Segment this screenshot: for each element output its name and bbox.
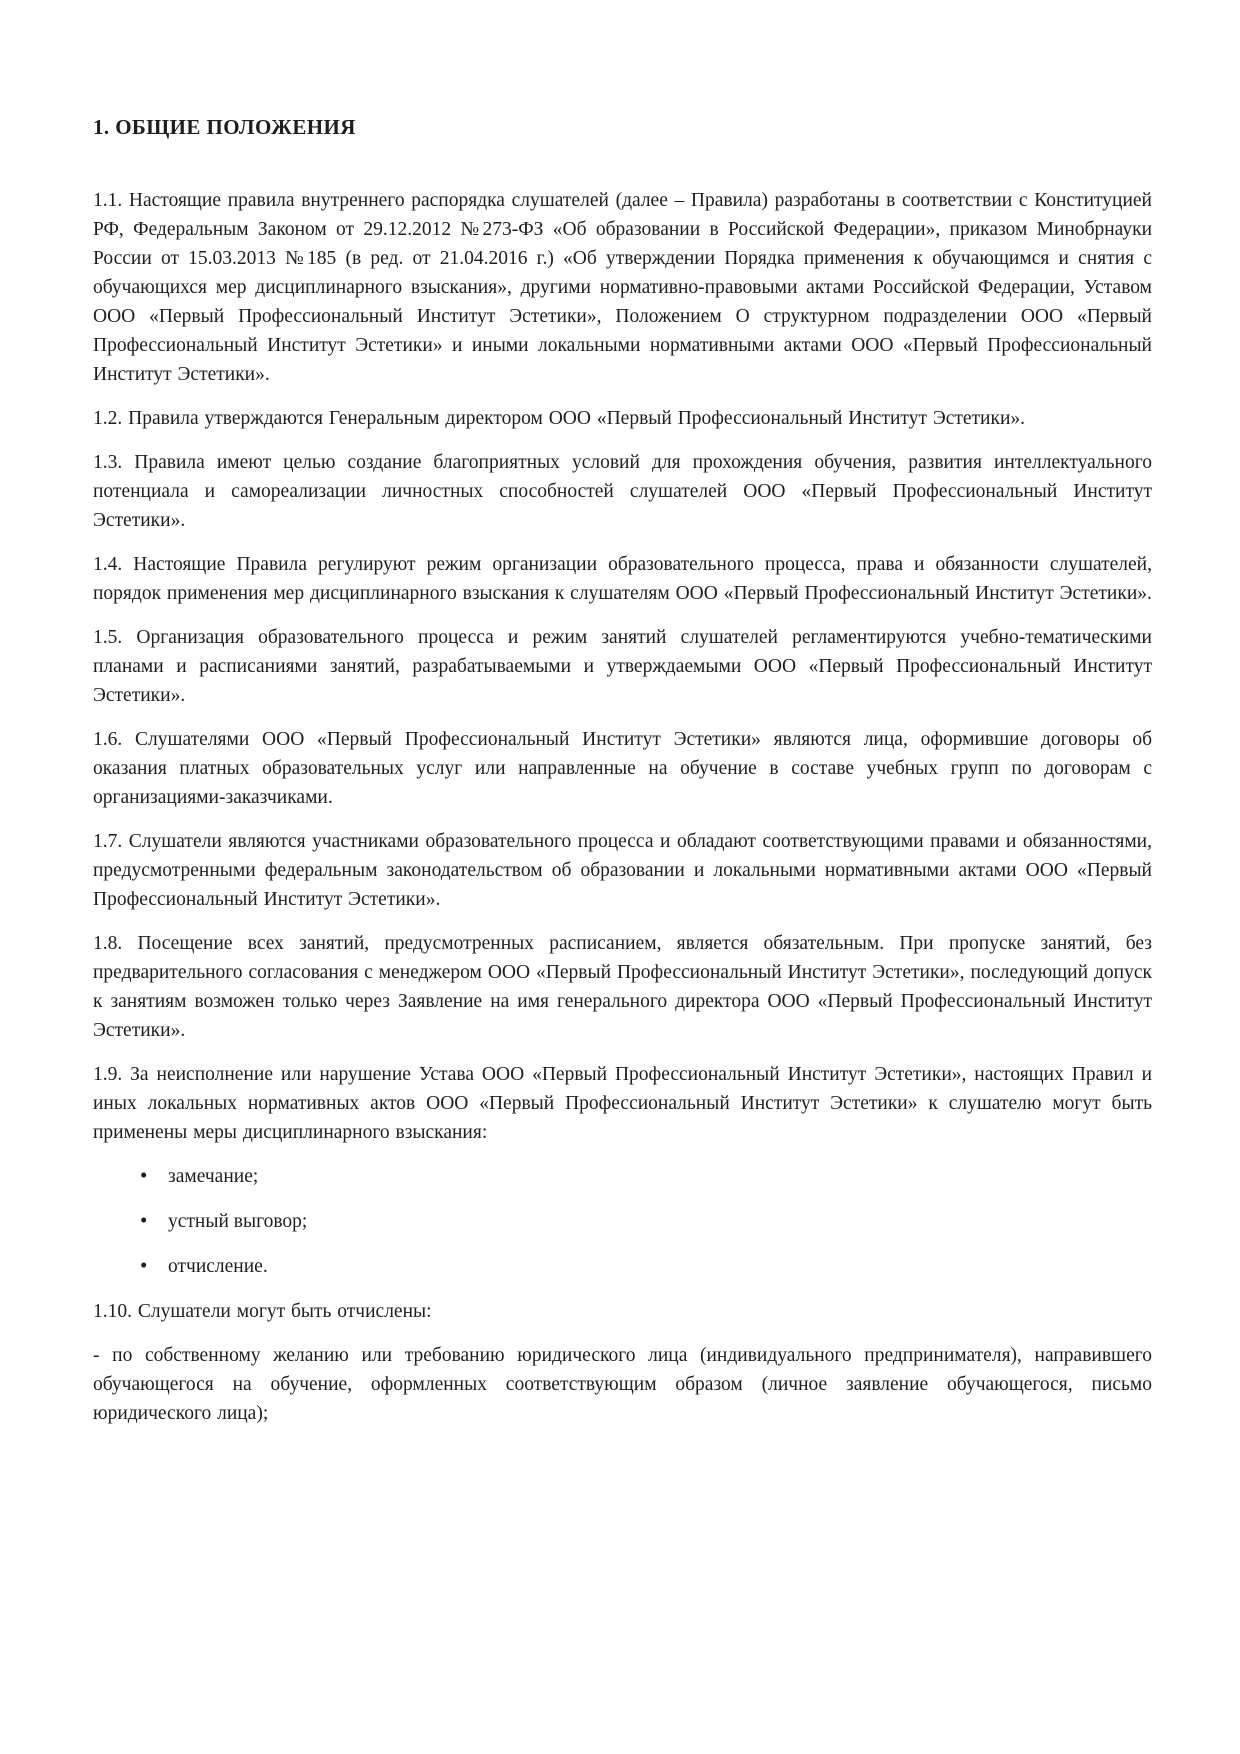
paragraph-1-3: 1.3. Правила имеют целью создание благоприятных условий для прохождения обучения, развития интеллектуального потенциала и самореализации личностных способностей слушателей ООО «Первый Профессиональный Институт Эстетики». — [93, 452, 1152, 531]
paragraph-1-10: 1.10. Слушатели могут быть отчислены: — [93, 1301, 432, 1322]
section-title: 1. ОБЩИЕ ПОЛОЖЕНИЯ — [93, 115, 356, 139]
bullet-icon: • — [140, 1163, 148, 1187]
paragraph-1-10-reason: - по собственному желанию или требованию юридического лица (индивидуального предпринимателя), направившего обучающегося на обучение, оформленных соответствующим образом (личное заявление обучающегося, письмо юридического лица); — [93, 1345, 1152, 1424]
list-item-text: отчисление. — [168, 1256, 268, 1277]
bullet-icon: • — [140, 1208, 148, 1232]
list-item — [140, 1162, 1152, 1191]
paragraph-1-6: 1.6. Слушателями ООО «Первый Профессиональный Институт Эстетики» являются лица, оформившие договоры об оказания платных образовательных услуг или направленные на обучение в составе учебных групп по договорам с организациями-заказчиками. — [93, 729, 1152, 808]
paragraph-1-7: 1.7. Слушатели являются участниками образовательного процесса и обладают соответствующими правами и обязанностями, предусмотренными федеральным законодательством об образовании и локальными нормативными актами ООО «Первый Профессиональный Институт Эстетики». — [93, 831, 1152, 910]
list-item — [140, 1252, 1152, 1281]
list-item — [140, 1207, 1152, 1236]
list-item-text: устный выговор; — [168, 1211, 308, 1232]
bullet-icon: • — [140, 1253, 148, 1277]
paragraph-1-1: 1.1. Настоящие правила внутреннего распорядка слушателей (далее – Правила) разработаны в соответствии с Конституцией РФ, Федеральным Законом от 29.12.2012 №273-ФЗ «Об образовании в Российской Федерации», приказом Минобрнауки России от 15.03.2013 №185 (в ред. от 21.04.2016 г.) «Об утверждении Порядка применения к обучающимся и снятия с обучающихся мер дисциплинарного взыскания», другими нормативно-правовыми актами Российской Федерации, Уставом ООО «Первый Профессиональный Институт Эстетики», Положением О структурном подразделении ООО «Первый Профессиональный Институт Эстетики» и иными локальными нормативными актами ООО «Первый Профессиональный Институт Эстетики». — [93, 190, 1152, 385]
disciplinary-measures-list — [93, 1162, 1152, 1281]
paragraph-1-8: 1.8. Посещение всех занятий, предусмотренных расписанием, является обязательным. При пропуске занятий, без предварительного согласования с менеджером ООО «Первый Профессиональный Институт Эстетики», последующий допуск к занятиям возможен только через Заявление на имя генерального директора ООО «Первый Профессиональный Институт Эстетики». — [93, 933, 1152, 1041]
paragraph-1-4: 1.4. Настоящие Правила регулируют режим организации образовательного процесса, права и обязанности слушателей, порядок применения мер дисциплинарного взыскания к слушателям ООО «Первый Профессиональный Институт Эстетики». — [93, 554, 1152, 604]
paragraph-1-2: 1.2. Правила утверждаются Генеральным директором ООО «Первый Профессиональный Институт Эстетики». — [93, 408, 1026, 429]
list-item-text: замечание; — [168, 1166, 259, 1187]
paragraph-1-9: 1.9. За неисполнение или нарушение Устава ООО «Первый Профессиональный Институт Эстетики», настоящих Правил и иных локальных нормативных актов ООО «Первый Профессиональный Институт Эстетики» к слушателю могут быть применены меры дисциплинарного взыскания: — [93, 1064, 1152, 1143]
paragraph-1-5: 1.5. Организация образовательного процесса и режим занятий слушателей регламентируются учебно-тематическими планами и расписаниями занятий, разрабатываемыми и утверждаемыми ООО «Первый Профессиональный Институт Эстетики». — [93, 627, 1152, 706]
